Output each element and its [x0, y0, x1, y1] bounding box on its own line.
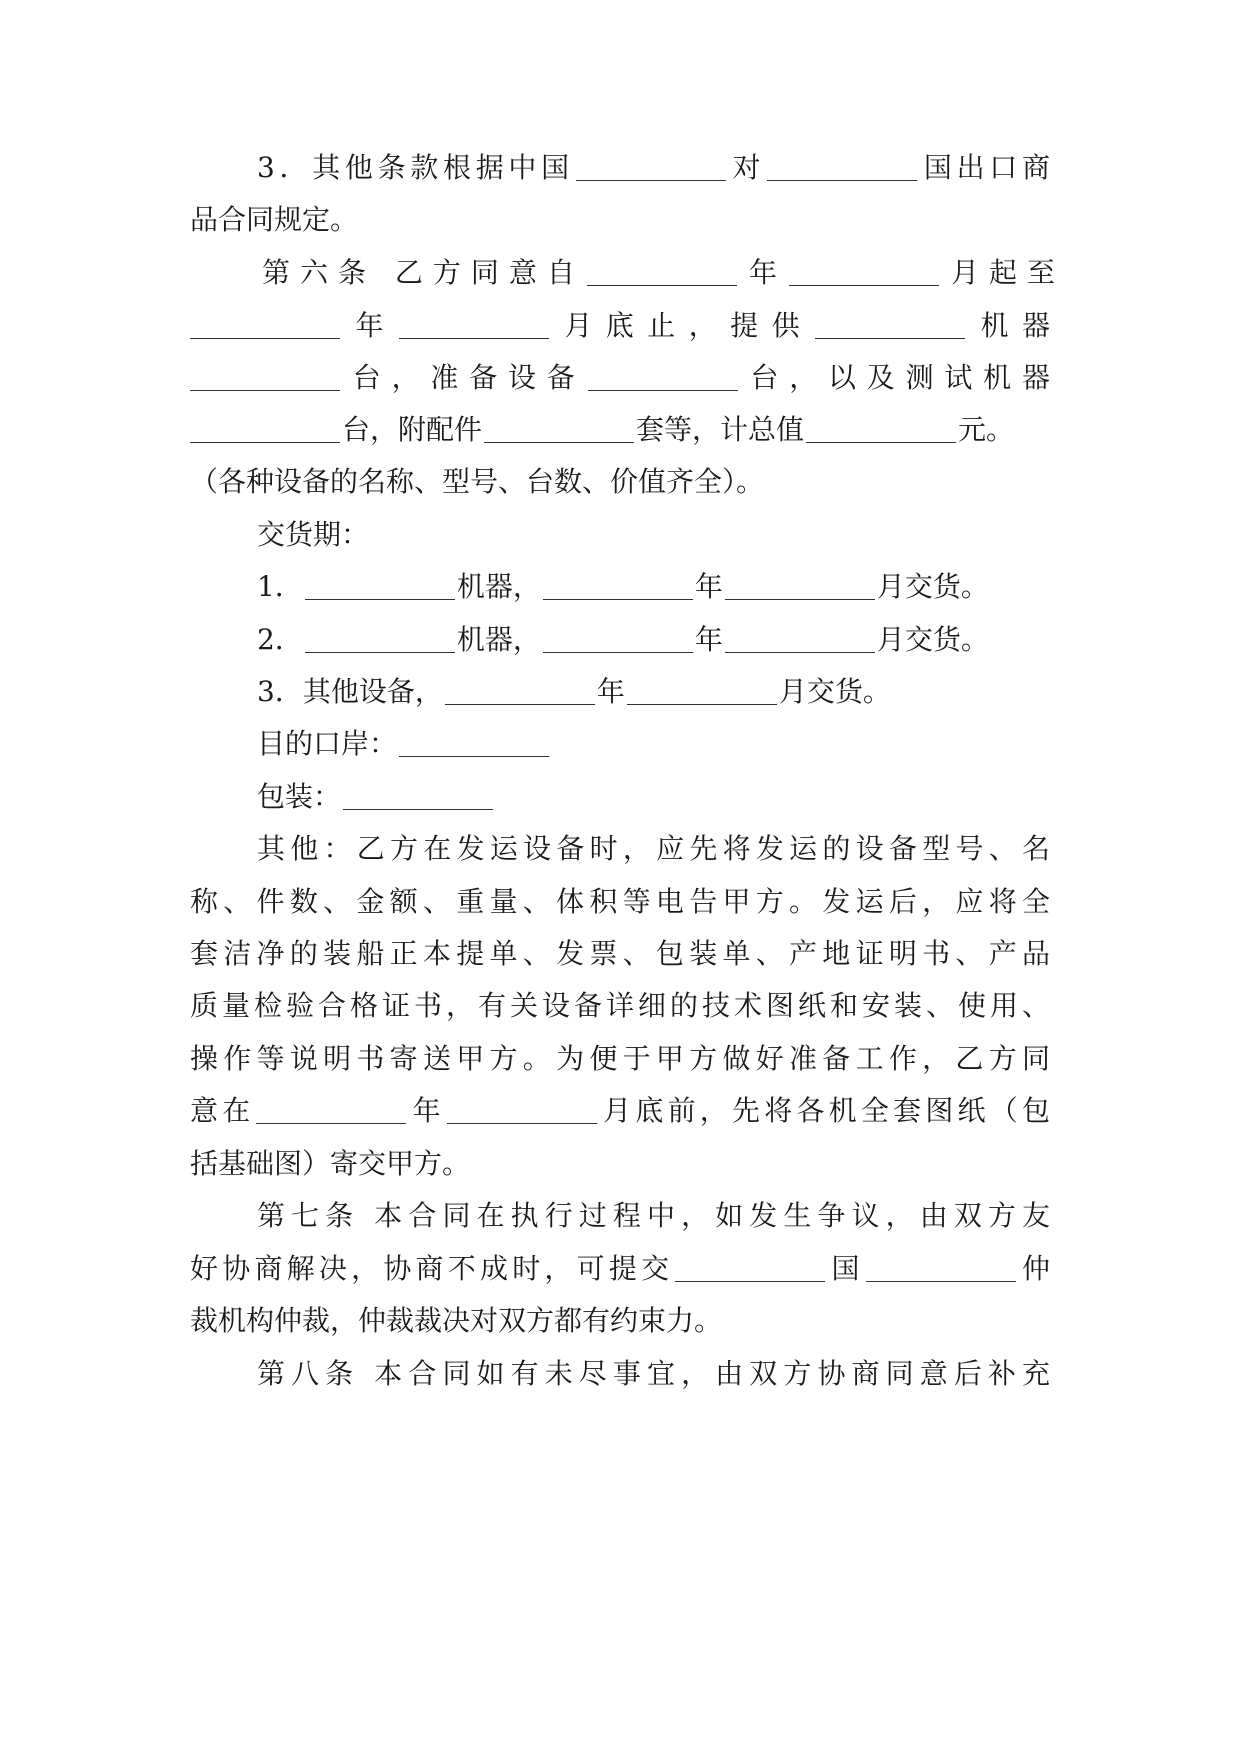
text-segment: 年: [694, 623, 723, 656]
blank-field: [815, 310, 965, 339]
clause-6-line-2: [190, 306, 1050, 346]
text-segment: 称、件数、金额、重量、体积等电告甲方。发运后，应将全: [190, 885, 1050, 918]
other-para-line-3: [190, 934, 1050, 974]
blank-field: [190, 362, 340, 391]
delivery-item-3: [257, 672, 1050, 712]
delivery-item-1: [257, 567, 1050, 607]
blank-field: [767, 152, 917, 181]
blank-field: [305, 624, 455, 653]
text-segment: 好协商解决，协商不成时，可提交: [190, 1252, 674, 1285]
text-segment: 年: [694, 570, 723, 603]
text-segment: 月底止，提供: [550, 309, 814, 342]
clause-6-note: [190, 462, 1050, 502]
text-segment: 裁机构仲裁，仲裁裁决对双方都有约束力。: [190, 1304, 723, 1337]
text-segment: 品合同规定。: [190, 203, 359, 236]
blank-field: [725, 624, 875, 653]
text-segment: 2．: [257, 623, 303, 656]
text-segment: 仲: [1017, 1252, 1050, 1285]
blank-field: [256, 1095, 406, 1124]
blank-field: [399, 728, 549, 757]
blank-field: [543, 624, 693, 653]
clause-6-line-4: [190, 410, 1090, 450]
text-segment: 年: [408, 1094, 445, 1127]
text-segment: 3．其他设备，: [257, 675, 443, 708]
other-para-line-6: [190, 1091, 1050, 1131]
other-para-line-2: [190, 882, 1050, 922]
text-segment: 国: [827, 1252, 864, 1285]
other-para-line-7: [190, 1144, 1050, 1184]
other-para-line-5: [190, 1039, 1050, 1079]
blank-field: [806, 414, 956, 443]
blank-field: [675, 1253, 825, 1282]
blank-field: [190, 310, 340, 339]
blank-field: [543, 571, 693, 600]
text-segment: 套洁净的装船正本提单、发票、包装单、产地证明书、产品: [190, 937, 1050, 970]
text-segment: 质量检验合格证书，有关设备详细的技术图纸和安装、使用、: [190, 989, 1050, 1022]
text-segment: 括基础图）寄交甲方。: [190, 1147, 471, 1180]
clause-8-line-1: [257, 1354, 1050, 1394]
text-segment: 年: [342, 309, 397, 342]
blank-field: [190, 414, 340, 443]
other-para-line-4: [190, 986, 1050, 1026]
text-segment: 机器，: [456, 623, 541, 656]
blank-field: [725, 571, 875, 600]
clause-5-item-3-cont: [190, 200, 1050, 240]
clause-7-line-1: [257, 1196, 1050, 1236]
text-segment: 月底前，先将各机全套图纸（包: [598, 1094, 1050, 1127]
text-segment: 月交货。: [778, 675, 891, 708]
clause-5-item-3: [257, 148, 1050, 188]
blank-field: [587, 257, 737, 286]
other-para-line-1: [257, 829, 1050, 869]
text-segment: 机器，: [456, 570, 541, 603]
text-segment: 目的口岸：: [257, 727, 398, 760]
text-segment: 意在: [190, 1094, 255, 1127]
text-segment: 元。: [958, 413, 1015, 446]
text-segment: 月交货。: [876, 623, 989, 656]
text-segment: 其他：乙方在发运设备时，应先将发运的设备型号、名: [257, 832, 1050, 865]
blank-field: [588, 362, 738, 391]
text-segment: 包装：: [257, 780, 342, 813]
blank-field: [576, 152, 726, 181]
text-segment: 国出口商: [919, 151, 1050, 184]
blank-field: [866, 1253, 1016, 1282]
text-segment: 月交货。: [876, 570, 989, 603]
blank-field: [627, 676, 777, 705]
blank-field: [484, 414, 634, 443]
clause-6-line-3: [190, 358, 1050, 398]
packaging: [257, 777, 1050, 817]
text-segment: 台，附配件: [342, 413, 483, 446]
blank-field: [305, 571, 455, 600]
delivery-item-2: [257, 620, 1050, 660]
text-segment: 年: [596, 675, 625, 708]
delivery-heading: [257, 515, 1050, 555]
text-segment: 第七条 本合同在执行过程中，如发生争议，由双方友: [257, 1199, 1050, 1232]
text-segment: 3．其他条款根据中国: [257, 151, 574, 184]
text-segment: 1．: [257, 570, 303, 603]
text-segment: 第八条 本合同如有未尽事宜，由双方协商同意后补充: [257, 1357, 1050, 1390]
text-segment: 套等，计总值: [636, 413, 805, 446]
text-segment: （各种设备的名称、型号、台数、价值齐全）。: [190, 465, 765, 498]
blank-field: [447, 1095, 597, 1124]
text-segment: 年: [738, 256, 787, 289]
blank-field: [343, 781, 493, 810]
blank-field: [399, 310, 549, 339]
text-segment: 操作等说明书寄送甲方。为便于甲方做好准备工作，乙方同: [190, 1042, 1050, 1075]
text-segment: 交货期：: [257, 518, 370, 551]
text-segment: 第六条 乙方同意自: [262, 256, 585, 289]
blank-field: [445, 676, 595, 705]
text-segment: 台，准备设备: [342, 361, 586, 394]
clause-7-line-2: [190, 1249, 1050, 1289]
text-segment: 月起至: [940, 256, 1055, 289]
text-segment: 台，以及测试机器: [739, 361, 1050, 394]
destination-port: [257, 724, 1050, 764]
clause-6-heading: [262, 253, 1055, 293]
clause-7-line-3: [190, 1301, 1050, 1341]
text-segment: 机器: [967, 309, 1050, 342]
text-segment: 对: [727, 151, 766, 184]
blank-field: [789, 257, 939, 286]
